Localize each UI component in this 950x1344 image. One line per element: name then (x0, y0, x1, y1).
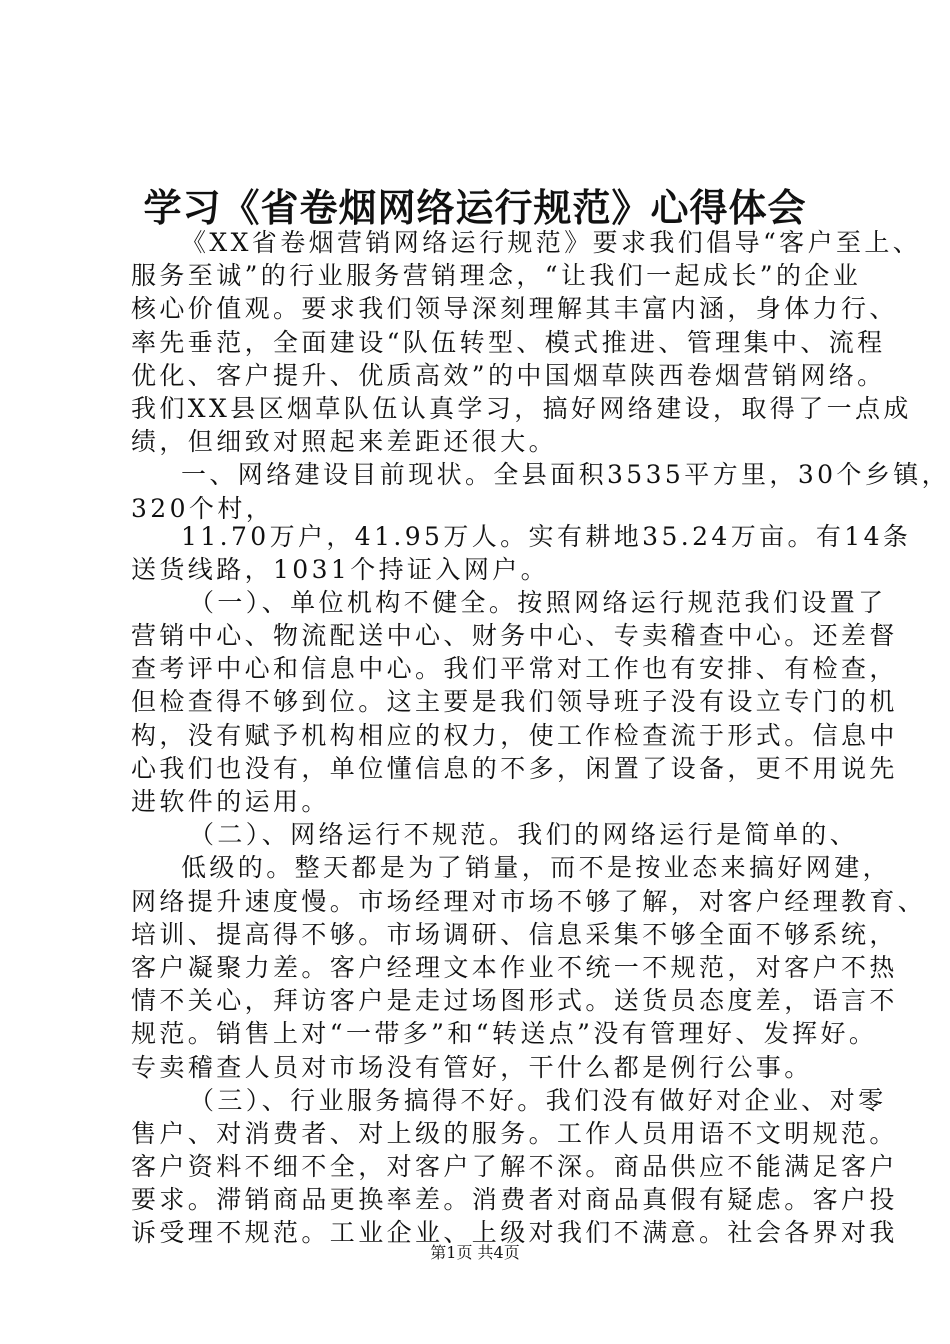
text-line: 售户、对消费者、对上级的服务。工作人员用语不文明规范。 (131, 1118, 898, 1148)
page-number: 第1页 共4页 (430, 1243, 520, 1262)
text-line: 情不关心，拜访客户是走过场图形式。送货员态度差，语言不 (131, 986, 898, 1016)
text-line: 网络提升速度慢。市场经理对市场不够了解，对客户经理教育、 (131, 886, 927, 916)
text-line: 一、网络建设目前现状。全县面积3535平方里，30个乡镇， (181, 460, 950, 490)
text-line: 进软件的运用。 (131, 787, 330, 816)
text-line: 优化、客户提升、优质高效”的中国烟草陕西卷烟营销网络。 (131, 360, 886, 390)
text-line: 我们XX县区烟草队伍认真学习，搞好网络建设，取得了一点成 (131, 393, 912, 423)
text-line: 核心价值观。要求我们领导深刻理解其丰富内涵，身体力行、 (131, 294, 898, 324)
text-line: 送货线路，1031个持证入网户。 (131, 554, 550, 584)
text-line: 专卖稽查人员对市场没有管好，干什么都是例行公事。 (131, 1052, 813, 1082)
text-line: （三）、行业服务搞得不好。我们没有做好对企业、对零 (189, 1085, 887, 1115)
text-line: 客户资料不细不全，对客户了解不深。商品供应不能满足客户 (131, 1152, 898, 1182)
text-line: 要求。滞销商品更换率差。消费者对商品真假有疑虑。客户投 (131, 1185, 898, 1215)
text-line: （一）、单位机构不健全。按照网络运行规范我们设置了 (189, 587, 887, 617)
text-line: 心我们也没有，单位懂信息的不多，闲置了设备，更不用说先 (131, 753, 898, 783)
document-title: 学习《省卷烟网络运行规范》心得体会 (143, 185, 807, 230)
text-line: 11.70万户，41.95万人。实有耕地35.24万亩。有14条 (181, 521, 912, 551)
text-line: 查考评中心和信息中心。我们平常对工作也有安排、有检查， (131, 654, 898, 684)
text-line: 但检查得不够到位。这主要是我们领导班子没有设立专门的机 (131, 687, 898, 717)
text-line: 320个村， (131, 493, 275, 523)
text-line: 规范。销售上对“一带多”和“转送点”没有管理好、发挥好。 (131, 1019, 878, 1049)
text-line: 《XX省卷烟营销网络运行规范》要求我们倡导“客户至上、 (181, 228, 922, 257)
text-line: 低级的。整天都是为了销量，而不是按业态来搞好网建， (181, 853, 892, 883)
text-line: 构，没有赋予机构相应的权力，使工作检查流于形式。信息中 (131, 720, 898, 750)
text-line: 服务至诚”的行业服务营销理念，“让我们一起成长”的企业 (131, 261, 862, 291)
text-line: 绩，但细致对照起来差距还很大。 (131, 427, 558, 457)
text-line: （二）、网络运行不规范。我们的网络运行是简单的、 (189, 820, 859, 850)
text-line: 率先垂范，全面建设“队伍转型、模式推进、管理集中、流程 (131, 327, 886, 357)
text-line: 培训、提高得不够。市场调研、信息采集不够全面不够系统， (131, 919, 898, 949)
text-line: 客户凝聚力差。客户经理文本作业不统一不规范，对客户不热 (131, 952, 898, 982)
text-line: 营销中心、物流配送中心、财务中心、专卖稽查中心。还差督 (131, 621, 898, 651)
document-body (131, 226, 950, 1250)
text-line: 诉受理不规范。工业企业、上级对我们不满意。社会各界对我 (131, 1218, 898, 1248)
